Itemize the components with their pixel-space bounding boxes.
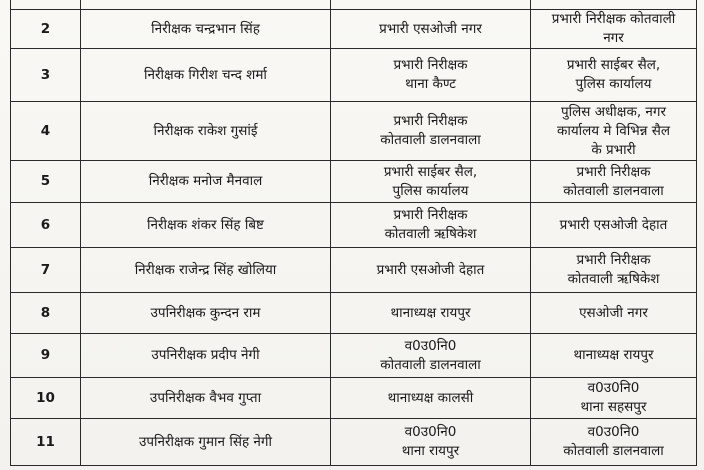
new-posting: प्रभारी साईबर सैल, पुलिस कार्यालय [531,49,697,102]
table-row [11,49,697,102]
new-posting: एसओजी नगर [531,293,697,334]
table-row [11,248,697,293]
table-row [11,334,697,378]
officer-name: निरीक्षक शंकर सिंह बिष्ट [81,203,331,248]
serial-number: 2 [11,10,81,49]
serial-number: 11 [11,419,81,466]
new-posting: प्रभारी निरीक्षक कोतवाली नगर [531,10,697,49]
table-row-cut-off [11,0,697,10]
new-posting: प्रभारी निरीक्षक कोतवाली ऋषिकेश [531,248,697,293]
table-row [11,161,697,203]
new-posting: व0उ0नि0 कोतवाली डालनवाला [531,419,697,466]
officer-name: निरीक्षक राकेश गुसांई [81,102,331,161]
serial-number: 8 [11,293,81,334]
current-posting: प्रभारी निरीक्षक कोतवाली ऋषिकेश [331,203,531,248]
current-posting: थानाध्यक्ष रायपुर [331,293,531,334]
new-posting: प्रभारी निरीक्षक कोतवाली डालनवाला [531,161,697,203]
officer-name: निरीक्षक राजेन्द्र सिंह खोलिया [81,248,331,293]
table-row [11,102,697,161]
new-posting: थानाध्यक्ष रायपुर [531,334,697,378]
serial-number: 6 [11,203,81,248]
serial-number: 7 [11,248,81,293]
current-posting: व0उ0नि0 कोतवाली डालनवाला [331,334,531,378]
officer-name: निरीक्षक चन्द्रभान सिंह [81,10,331,49]
table-row [11,293,697,334]
table-row [11,419,697,466]
serial-number: 9 [11,334,81,378]
new-posting: प्रभारी एसओजी देहात [531,203,697,248]
officer-name: उपनिरीक्षक गुमान सिंह नेगी [81,419,331,466]
transfer-table [10,0,697,466]
serial-number: 4 [11,102,81,161]
new-posting: व0उ0नि0 थाना सहसपुर [531,378,697,419]
officer-name: उपनिरीक्षक वैभव गुप्ता [81,378,331,419]
serial-number: 3 [11,49,81,102]
officer-name: उपनिरीक्षक कुन्दन राम [81,293,331,334]
new-posting: पुलिस अधीक्षक, नगर कार्यालय मे विभिन्न सैल के प्रभारी [531,102,697,161]
table-row [11,378,697,419]
current-posting: थानाध्यक्ष कालसी [331,378,531,419]
current-posting: व0उ0नि0 थाना रायपुर [331,419,531,466]
officer-name: निरीक्षक मनोज मैनवाल [81,161,331,203]
serial-number: 5 [11,161,81,203]
officer-name: उपनिरीक्षक प्रदीप नेगी [81,334,331,378]
officer-name: निरीक्षक गिरीश चन्द शर्मा [81,49,331,102]
current-posting: प्रभारी निरीक्षक कोतवाली डालनवाला [331,102,531,161]
current-posting: प्रभारी एसओजी देहात [331,248,531,293]
current-posting: प्रभारी साईबर सैल, पुलिस कार्यालय [331,161,531,203]
table-row [11,203,697,248]
table-row [11,10,697,49]
current-posting: प्रभारी एसओजी नगर [331,10,531,49]
serial-number: 10 [11,378,81,419]
current-posting: प्रभारी निरीक्षक थाना कैण्ट [331,49,531,102]
